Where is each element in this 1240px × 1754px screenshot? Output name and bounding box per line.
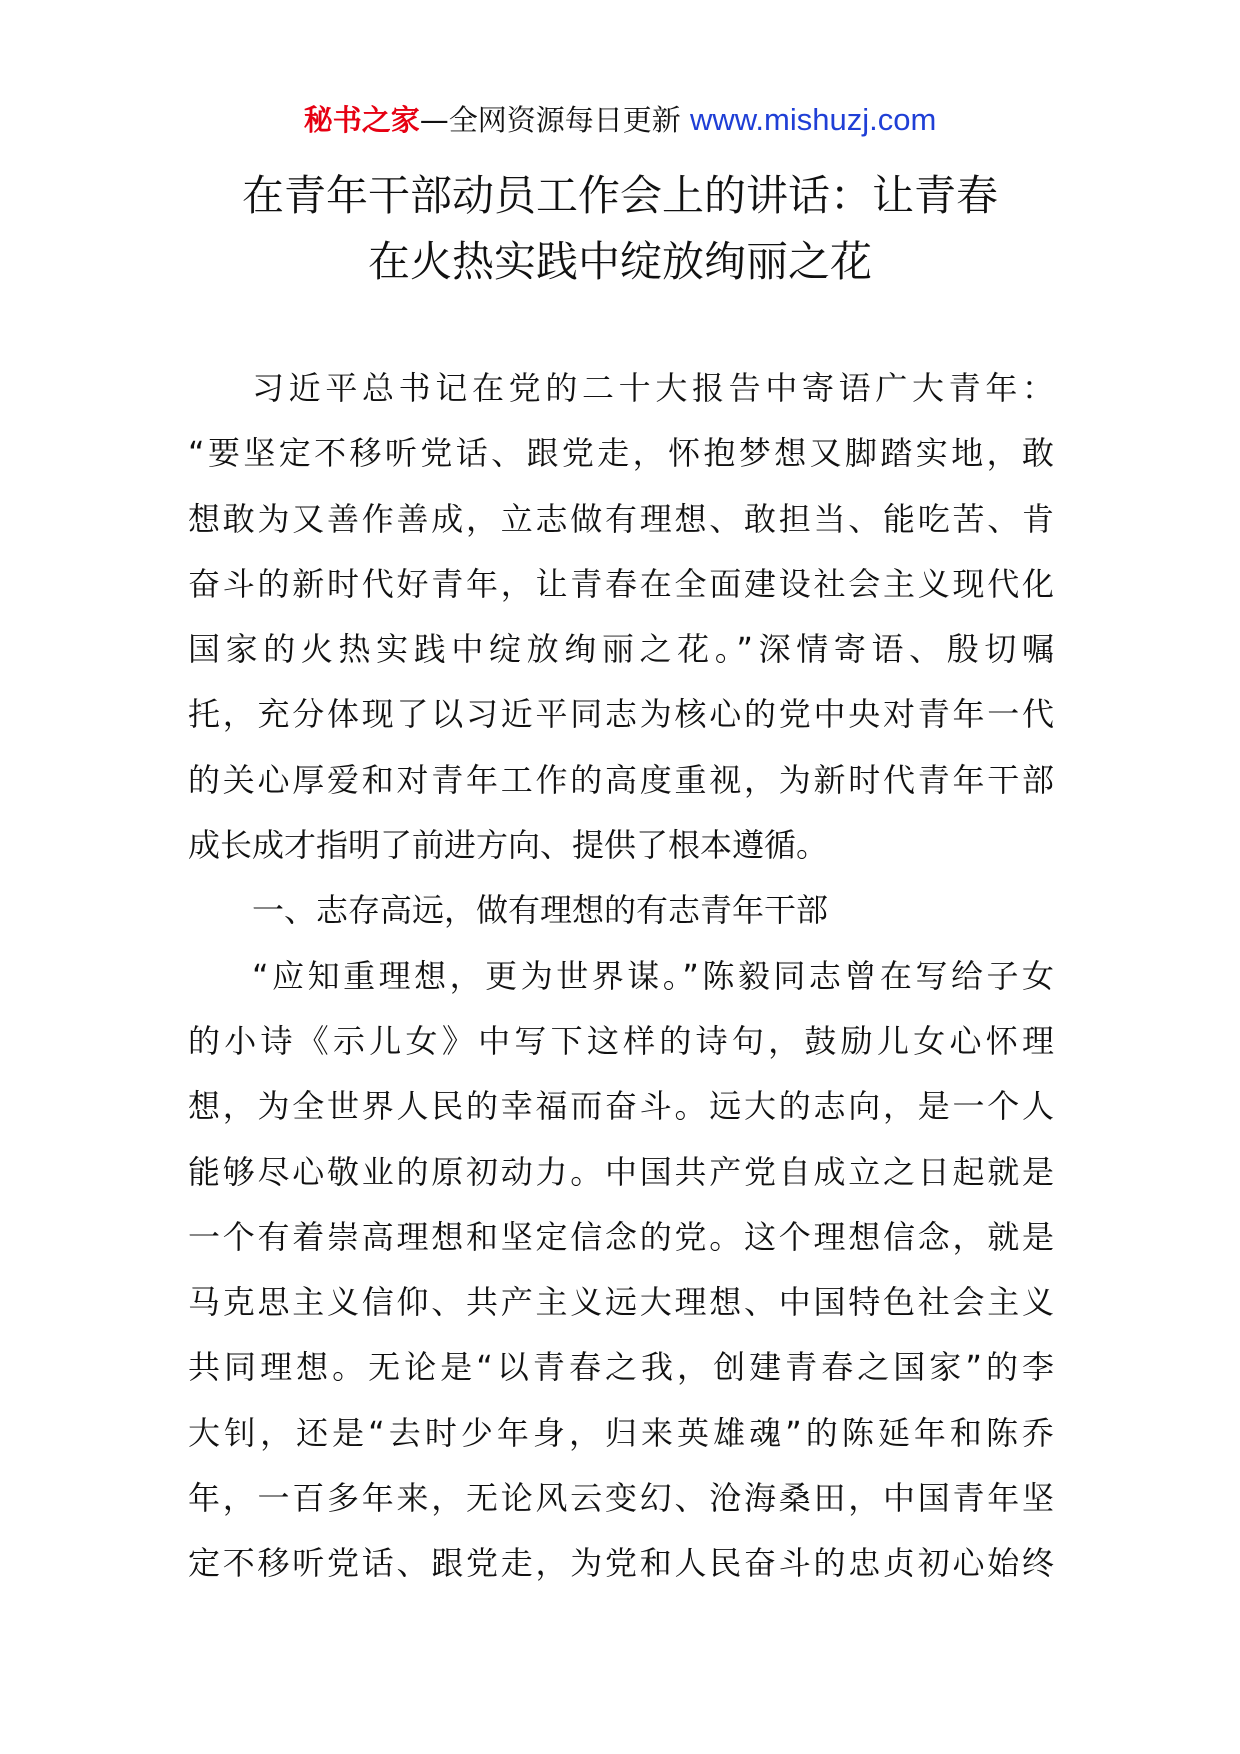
- document-title: [0, 163, 1240, 295]
- paragraph-line: 的关心厚爱和对青年工作的高度重视，为新时代青年干部: [188, 760, 1054, 799]
- site-brand: 秘书之家: [303, 103, 420, 137]
- paragraph-line: 国家的火热实践中绽放绚丽之花。”深情寄语、殷切嘱: [188, 630, 1054, 669]
- paragraph-line: 奋斗的新时代好青年，让青春在全面建设社会主义现代化: [188, 564, 1054, 603]
- paragraph-line: 大钊，还是“去时少年身，归来英雄魂”的陈延年和陈乔: [188, 1413, 1054, 1452]
- document-title-line-2: 在火热实践中绽放绚丽之花: [367, 237, 872, 286]
- paragraph-line: 共同理想。无论是“以青春之我，创建青春之国家”的李: [188, 1348, 1054, 1387]
- paragraph-line: 马克思主义信仰、共产主义远大理想、中国特色社会主义: [188, 1283, 1054, 1322]
- paragraph-line: 能够尽心敬业的原初动力。中国共产党自成立之日起就是: [188, 1152, 1054, 1191]
- paragraph-line: 想敢为又善作善成，立志做有理想、敢担当、能吃苦、肯: [188, 499, 1054, 538]
- site-url-link[interactable]: www.mishuzj.com: [689, 102, 937, 137]
- paragraph-line: 年，一百多年来，无论风云变幻、沧海桑田，中国青年坚: [188, 1479, 1054, 1518]
- site-tagline: —全网资源每日更新: [419, 103, 690, 137]
- paragraph-line: 想，为全世界人民的幸福而奋斗。远大的志向，是一个人: [188, 1087, 1054, 1126]
- paragraph-line: “应知重理想，更为世界谋。”陈毅同志曾在写给子女: [252, 956, 1054, 995]
- paragraph-line: “要坚定不移听党话、跟党走，怀抱梦想又脚踏实地，敢: [188, 434, 1054, 473]
- paragraph-line: 习近平总书记在党的二十大报告中寄语广大青年：: [252, 369, 1054, 407]
- paragraph-line: 的小诗《示儿女》中写下这样的诗句，鼓励儿女心怀理: [188, 1021, 1054, 1060]
- site-header: [0, 100, 1240, 140]
- section-heading: 一、志存高远，做有理想的有志青年干部: [252, 891, 829, 930]
- document-body: [188, 356, 1054, 1597]
- document-title-line-1: 在青年干部动员工作会上的讲话：让青春: [241, 171, 998, 220]
- paragraph-line: 成长成才指明了前进方向、提供了根本遵循。: [188, 826, 829, 865]
- paragraph-line: 托，充分体现了以习近平同志为核心的党中央对青年一代: [188, 695, 1054, 734]
- paragraph-line: 定不移听党话、跟党走，为党和人民奋斗的忠贞初心始终: [188, 1544, 1054, 1583]
- paragraph-line: 一个有着崇高理想和坚定信念的党。这个理想信念，就是: [188, 1217, 1054, 1256]
